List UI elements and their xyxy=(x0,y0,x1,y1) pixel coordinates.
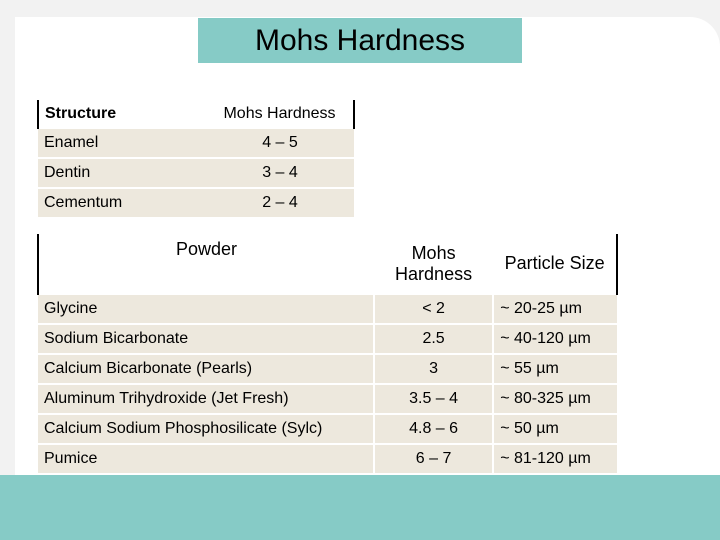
powder-cell: Sodium Bicarbonate xyxy=(38,324,374,354)
particle-size-cell: ~ 81-120 µm xyxy=(493,444,617,473)
powder-cell: Aluminum Trihydroxide (Jet Fresh) xyxy=(38,384,374,414)
table-row xyxy=(38,128,354,158)
hardness-cell: 2.5 xyxy=(374,324,493,354)
table-header-row xyxy=(38,100,354,128)
structure-cell: Cementum xyxy=(38,188,206,217)
hardness-cell: 6 – 7 xyxy=(374,444,493,473)
slide-title: Mohs Hardness xyxy=(198,18,522,63)
powder-cell: Calcium Bicarbonate (Pearls) xyxy=(38,354,374,384)
hardness-cell: 2 – 4 xyxy=(206,188,354,217)
hardness-cell: 3 – 4 xyxy=(206,158,354,188)
particle-size-cell: ~ 55 µm xyxy=(493,354,617,384)
hardness-cell: 3 xyxy=(374,354,493,384)
column-header-structure: Structure xyxy=(38,100,206,128)
structure-hardness-table xyxy=(37,100,355,217)
particle-size-cell: ~ 80-325 µm xyxy=(493,384,617,414)
column-header-mohs-hardness: Mohs Hardness xyxy=(206,100,354,128)
table-header-row xyxy=(38,234,617,294)
column-header-particle-size: Particle Size xyxy=(493,234,617,294)
table-row xyxy=(38,354,617,384)
particle-size-cell: ~ 40-120 µm xyxy=(493,324,617,354)
particle-size-cell: ~ 50 µm xyxy=(493,414,617,444)
column-header-mohs-hardness: Mohs Hardness xyxy=(374,234,493,294)
table-row xyxy=(38,158,354,188)
table-row xyxy=(38,444,617,473)
table-row xyxy=(38,324,617,354)
table-row xyxy=(38,294,617,324)
powder-hardness-table xyxy=(37,234,618,473)
powder-cell: Glycine xyxy=(38,294,374,324)
hardness-cell: < 2 xyxy=(374,294,493,324)
hardness-cell: 3.5 – 4 xyxy=(374,384,493,414)
hardness-cell: 4.8 – 6 xyxy=(374,414,493,444)
table-row xyxy=(38,384,617,414)
table-row xyxy=(38,414,617,444)
table-row xyxy=(38,188,354,217)
particle-size-cell: ~ 20-25 µm xyxy=(493,294,617,324)
powder-cell: Calcium Sodium Phosphosilicate (Sylc) xyxy=(38,414,374,444)
hardness-cell: 4 – 5 xyxy=(206,128,354,158)
column-header-powder: Powder xyxy=(38,234,374,294)
structure-cell: Enamel xyxy=(38,128,206,158)
footer-band xyxy=(0,475,720,540)
powder-cell: Pumice xyxy=(38,444,374,473)
structure-cell: Dentin xyxy=(38,158,206,188)
